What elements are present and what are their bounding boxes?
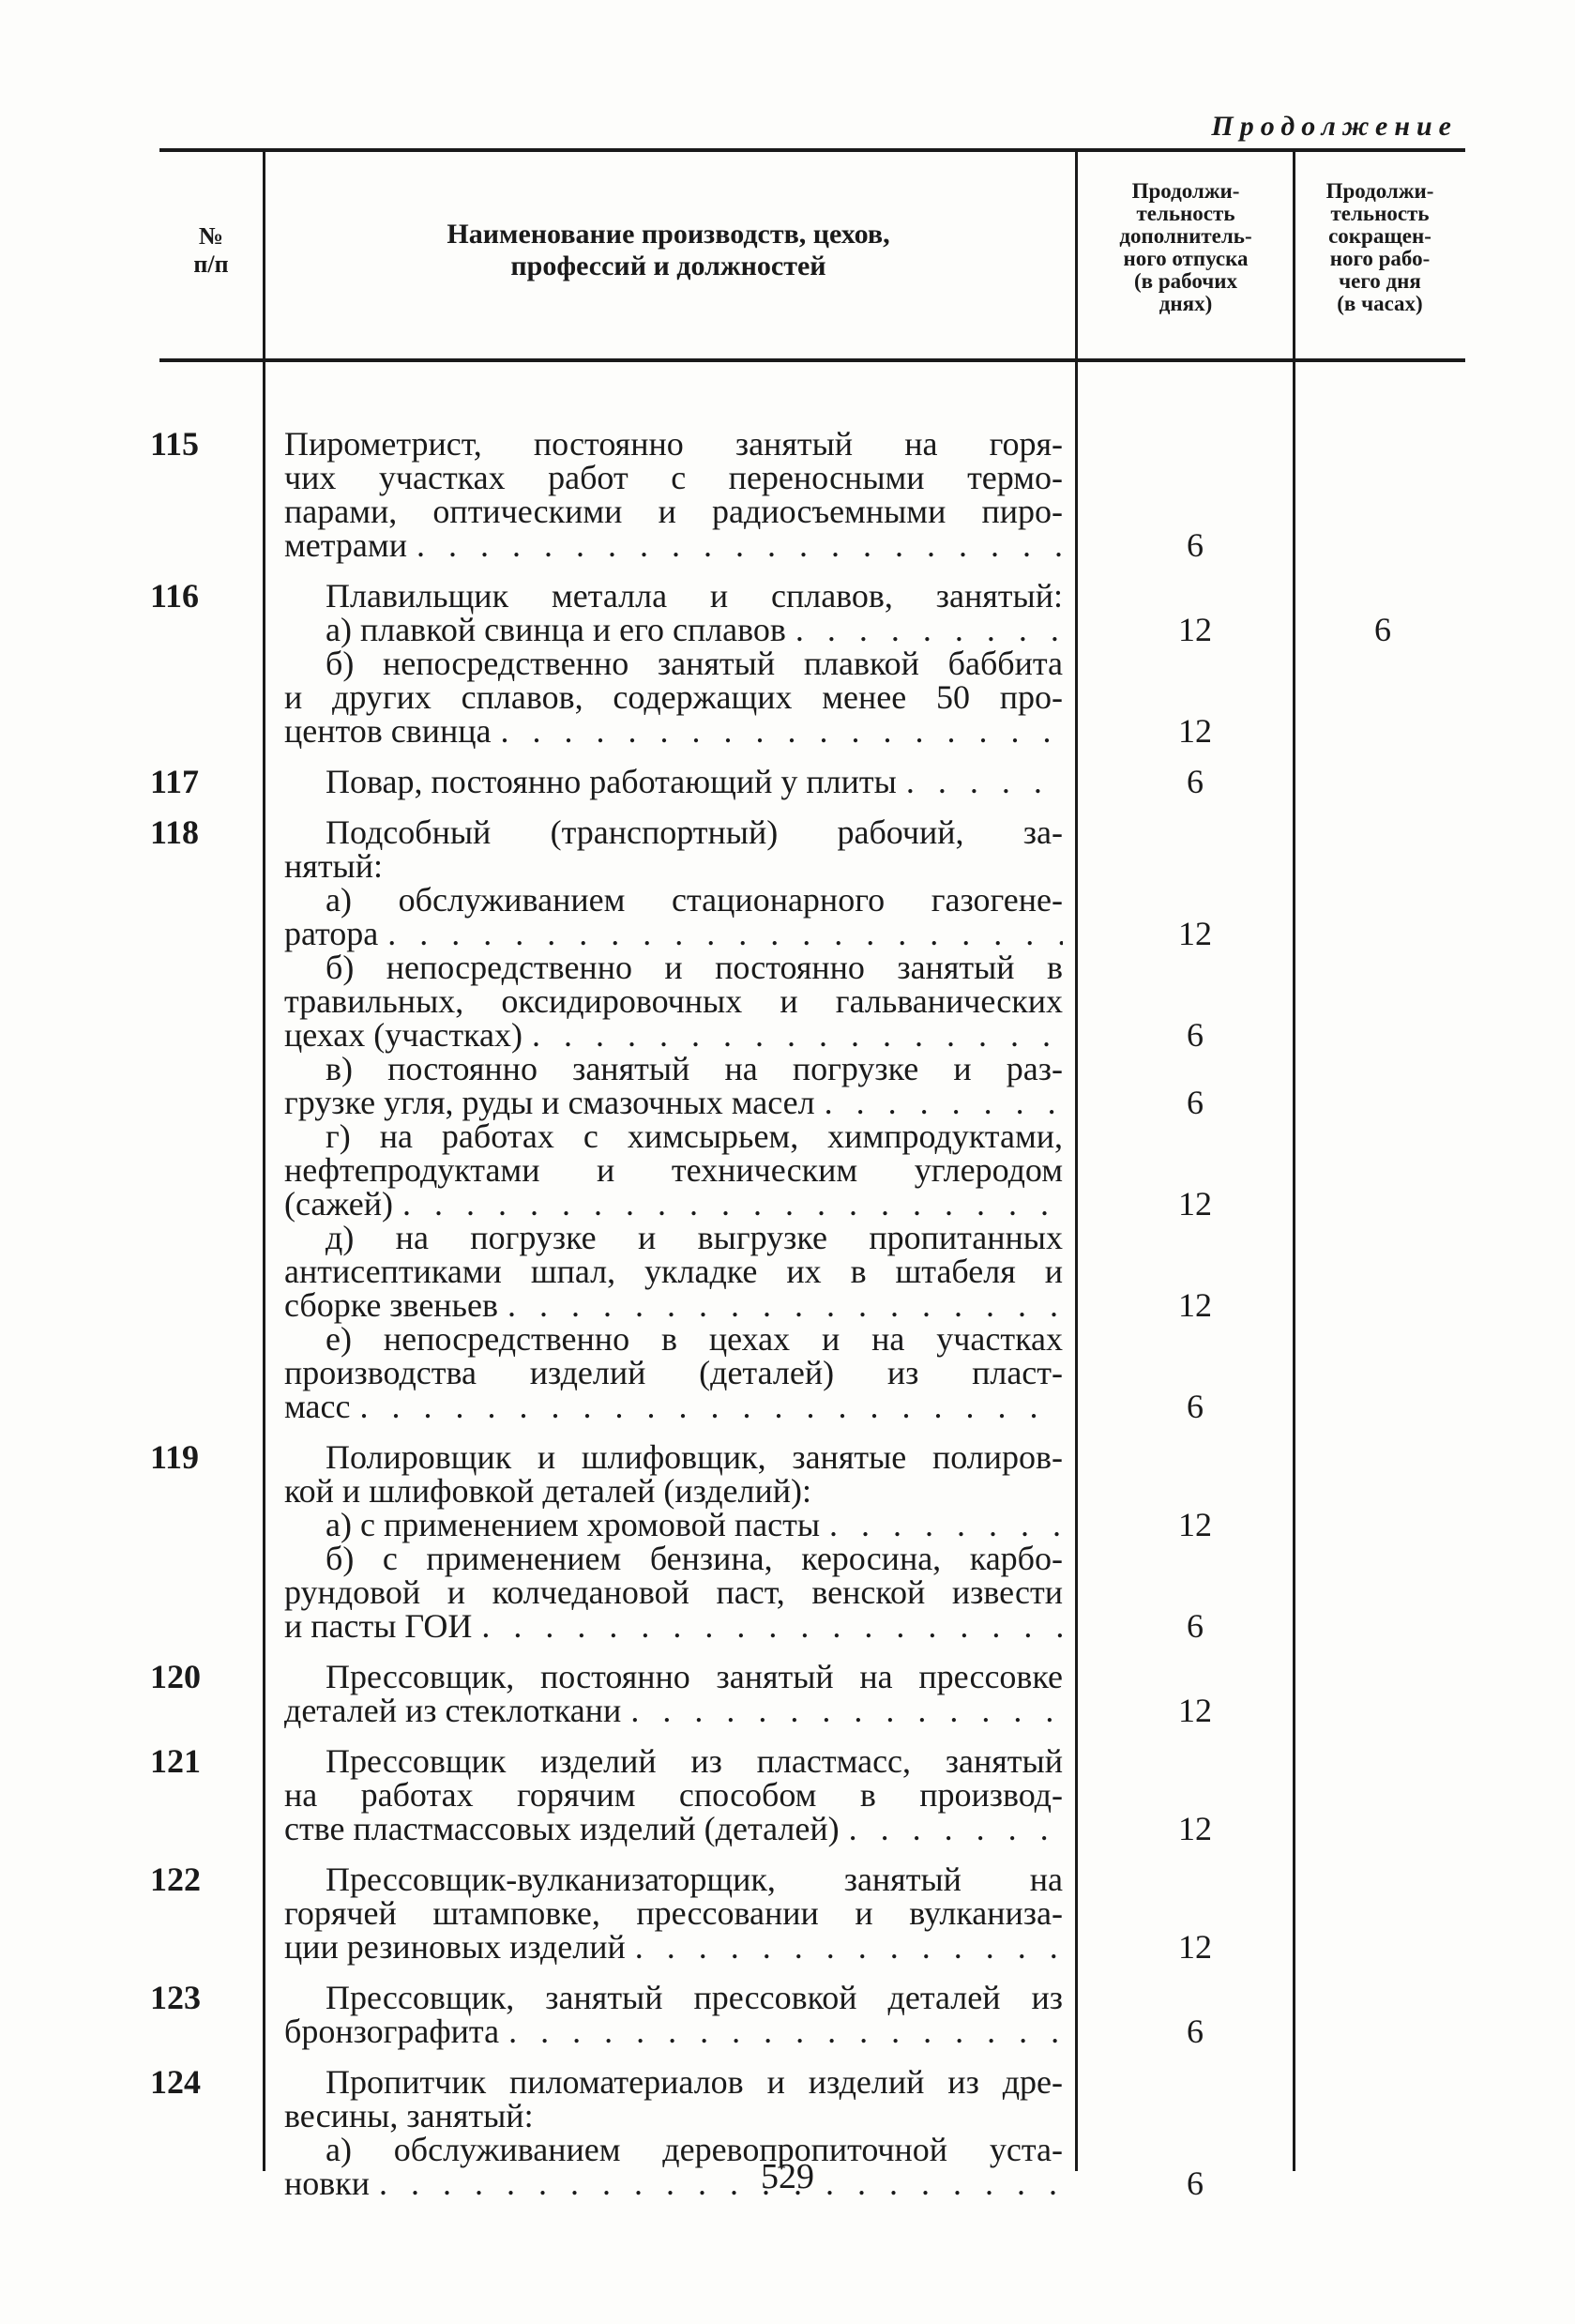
line-text: кой и шлифовкой деталей (изделий): — [284, 1472, 811, 1510]
table-row — [0, 1981, 1575, 2048]
line-text: и пасты ГОИ — [284, 1607, 473, 1645]
vacation-days-value: 12 — [1178, 611, 1212, 648]
row-number: 124 — [150, 2063, 201, 2101]
row-description — [284, 1742, 1212, 1847]
row-description — [284, 1658, 1212, 1729]
dot-leader — [820, 1508, 1063, 1542]
line-text: Прессовщик, постоянно занятый на прессовке — [326, 1658, 1063, 1695]
row-number: 122 — [150, 1861, 201, 1898]
line-text: а) обслуживанием стационарного газогене- — [326, 881, 1063, 919]
table-row — [0, 1744, 1575, 1846]
text-line — [284, 1981, 1063, 2014]
line-text: е) непосредственно в цехах и на участках — [326, 1320, 1063, 1358]
line-text: новки — [284, 2165, 371, 2202]
line-text: метрами — [284, 526, 407, 564]
vacation-days-value: 12 — [1178, 1810, 1212, 1847]
line-text: горячей штамповке, прессовании и вулканиза- — [284, 1894, 1063, 1932]
table-row — [0, 765, 1575, 798]
text-line — [284, 1286, 1212, 1324]
row-description — [284, 425, 1204, 564]
text-line — [284, 680, 1063, 714]
dot-leader — [499, 2014, 1063, 2048]
dot-leader — [350, 1390, 1063, 1423]
dot-leader — [393, 1187, 1063, 1221]
table-row — [0, 579, 1575, 748]
text-line — [284, 2013, 1204, 2050]
text-line — [284, 1660, 1063, 1694]
row-number: 115 — [150, 425, 200, 463]
page-number: 529 — [761, 2157, 814, 2196]
dot-leader — [492, 714, 1063, 748]
line-text: сборке звеньев — [284, 1286, 498, 1324]
line-text: ции резиновых изделий — [284, 1928, 626, 1966]
dot-leader — [621, 1694, 1063, 1727]
vacation-days-value: 6 — [1187, 1388, 1204, 1425]
line-text: весины, занятый: — [284, 2097, 534, 2134]
text-line — [284, 1928, 1212, 1966]
row-number: 117 — [150, 763, 200, 800]
text-line — [284, 1896, 1063, 1930]
continuation-label: Продолжение — [1211, 111, 1458, 142]
text-line — [284, 1810, 1212, 1847]
table-row — [0, 1440, 1575, 1643]
header-name: Наименование производств, цехов, профессий и должностей — [447, 219, 890, 281]
dot-leader — [472, 1609, 1063, 1643]
line-text: стве пластмассовых изделий (деталей) — [284, 1810, 840, 1847]
dot-leader — [498, 1288, 1063, 1322]
line-text: а) плавкой свинца и его сплавов — [326, 611, 786, 648]
dot-leader — [786, 613, 1063, 646]
line-text: б) с применением бензина, керосина, карбо- — [326, 1540, 1063, 1577]
line-text: ратора — [284, 915, 379, 952]
table-row — [0, 1660, 1575, 1727]
dot-leader — [522, 1018, 1063, 1052]
line-text: б) непосредственно и постоянно занятый в — [326, 949, 1063, 986]
text-line — [284, 883, 1063, 917]
text-line — [284, 1474, 1063, 1508]
line-text: д) на погрузке и выгрузке пропитанных — [326, 1219, 1063, 1256]
text-line — [284, 1185, 1212, 1223]
line-text: Прессовщик изделий из пластмасс, занятый — [326, 1742, 1063, 1780]
row-description — [284, 763, 1204, 800]
text-line — [284, 984, 1063, 1018]
text-line — [284, 1221, 1063, 1254]
line-text: Пропитчик пиломатериалов и изделий из дре- — [326, 2063, 1063, 2101]
text-line — [284, 1084, 1204, 1121]
text-line — [284, 494, 1063, 528]
line-text: цехах (участках) — [284, 1016, 522, 1054]
text-line — [284, 815, 1063, 849]
line-text: а) с применением хромовой пасты — [326, 1506, 821, 1543]
line-text: Прессовщик-вулканизаторщик, занятый на — [326, 1861, 1063, 1898]
row-number: 118 — [150, 813, 200, 851]
line-text: травильных, оксидировочных и гальванических — [284, 982, 1063, 1020]
row-spacer — [0, 2200, 1575, 2217]
text-line — [284, 1356, 1063, 1390]
line-text: и других сплавов, содержащих менее 50 про- — [284, 678, 1063, 716]
line-text: Пирометрист, постоянно занятый на горя- — [284, 425, 1063, 463]
text-line — [284, 1542, 1063, 1575]
text-line — [284, 1016, 1204, 1054]
text-line — [284, 2099, 1063, 2133]
table-row — [0, 815, 1575, 1423]
row-number: 116 — [150, 577, 200, 615]
line-text: рундовой и колчедановой паст, венской извести — [284, 1573, 1063, 1611]
text-line — [284, 1607, 1204, 1645]
vacation-days-value: 12 — [1178, 1928, 1212, 1966]
dot-leader — [815, 1086, 1063, 1119]
text-line — [284, 1506, 1212, 1543]
vacation-days-value: 12 — [1178, 915, 1212, 952]
vacation-days-value: 6 — [1187, 1016, 1204, 1054]
vacation-days-value: 6 — [1187, 1084, 1204, 1121]
row-description — [284, 1438, 1212, 1645]
row-number: 119 — [150, 1438, 200, 1476]
text-line — [284, 1862, 1063, 1896]
text-line — [284, 1575, 1063, 1609]
table-row — [0, 1862, 1575, 1964]
vacation-days-value: 12 — [1178, 1692, 1212, 1729]
row-number: 120 — [150, 1658, 201, 1695]
line-text: Повар, постоянно работающий у плиты — [326, 763, 897, 800]
text-line — [284, 427, 1063, 461]
text-line — [284, 646, 1063, 680]
vacation-days-value: 12 — [1178, 1286, 1212, 1324]
line-text: антисептиками шпал, укладке их в штабеля и — [284, 1253, 1063, 1290]
text-line — [284, 1254, 1063, 1288]
line-text: а) обслуживанием деревопропиточной уста- — [326, 2131, 1063, 2168]
text-line — [284, 950, 1063, 984]
line-text: грузке угля, руды и смазочных масел — [284, 1084, 815, 1121]
text-line — [284, 1692, 1212, 1729]
text-line — [284, 1322, 1063, 1356]
row-description — [284, 1979, 1204, 2050]
row-description — [284, 577, 1391, 750]
reduced-hours-value: 6 — [1374, 611, 1391, 648]
text-line — [284, 526, 1204, 564]
text-line — [284, 1778, 1063, 1812]
line-text: Прессовщик, занятый прессовкой деталей из — [326, 1979, 1063, 2016]
text-line — [284, 763, 1204, 800]
line-text: производства изделий (деталей) из пласт- — [284, 1354, 1063, 1391]
vacation-days-value: 12 — [1178, 1185, 1212, 1223]
line-text: бронзографита — [284, 2013, 500, 2050]
line-text: г) на работах с химсырьем, химпродуктами, — [326, 1117, 1063, 1155]
text-line — [284, 579, 1063, 613]
line-text: Полировщик и шлифовщик, занятые полиров- — [326, 1438, 1063, 1476]
text-line — [284, 712, 1212, 750]
vacation-days-value: 6 — [1187, 1607, 1204, 1645]
text-line — [284, 849, 1063, 883]
row-number: 123 — [150, 1979, 201, 2016]
line-text: чих участках работ с переносными термо- — [284, 459, 1063, 496]
row-description — [284, 1861, 1212, 1966]
text-line — [284, 1119, 1063, 1153]
dot-leader — [407, 528, 1063, 562]
table-row — [0, 427, 1575, 562]
vacation-days-value: 6 — [1187, 2013, 1204, 2050]
line-text: нефтепродуктами и техническим углеродом — [284, 1151, 1063, 1189]
line-text: нятый: — [284, 847, 384, 885]
vacation-days-value: 6 — [1187, 763, 1204, 800]
dot-leader — [626, 1930, 1063, 1964]
line-text: б) непосредственно занятый плавкой баббита — [326, 645, 1063, 682]
table-body — [0, 427, 1575, 2217]
line-text: Плавильщик металла и сплавов, занятый: — [326, 577, 1063, 615]
text-line — [284, 1052, 1063, 1086]
dot-leader — [897, 765, 1063, 798]
text-line — [284, 1744, 1063, 1778]
dot-leader — [378, 917, 1063, 950]
line-text: парами, оптическими и радиосъемными пиро- — [284, 493, 1063, 530]
vacation-days-value: 12 — [1178, 1506, 1212, 1543]
row-description — [284, 813, 1212, 1425]
vacation-days-value: 6 — [1187, 2165, 1204, 2202]
text-line — [284, 1153, 1063, 1187]
line-text: центов свинца — [284, 712, 492, 750]
line-text: на работах горячим способом в производ- — [284, 1776, 1063, 1814]
text-line — [284, 611, 1391, 648]
header-number: № п/п — [193, 222, 229, 278]
text-line — [284, 1388, 1204, 1425]
line-text: деталей из стеклоткани — [284, 1692, 622, 1729]
line-text: масс — [284, 1388, 351, 1425]
line-text: Подсобный (транспортный) рабочий, за- — [326, 813, 1063, 851]
row-number: 121 — [150, 1742, 201, 1780]
text-line — [284, 461, 1063, 494]
dot-leader — [840, 1812, 1063, 1846]
text-line — [284, 915, 1212, 952]
header-bottom-rule — [159, 358, 1465, 362]
text-line — [284, 1440, 1063, 1474]
line-text: (сажей) — [284, 1185, 394, 1223]
header-reduced-hours: Продолжи- тельность сокращен- ного рабо- чего дня (в часах) — [1325, 179, 1434, 315]
header-vacation-days: Продолжи- тельность дополнитель- ного отпуска (в рабочих днях) — [1119, 179, 1252, 315]
text-line — [284, 2065, 1063, 2099]
vacation-days-value: 6 — [1187, 526, 1204, 564]
line-text: в) постоянно занятый на погрузке и раз- — [326, 1050, 1063, 1087]
vacation-days-value: 12 — [1178, 712, 1212, 750]
